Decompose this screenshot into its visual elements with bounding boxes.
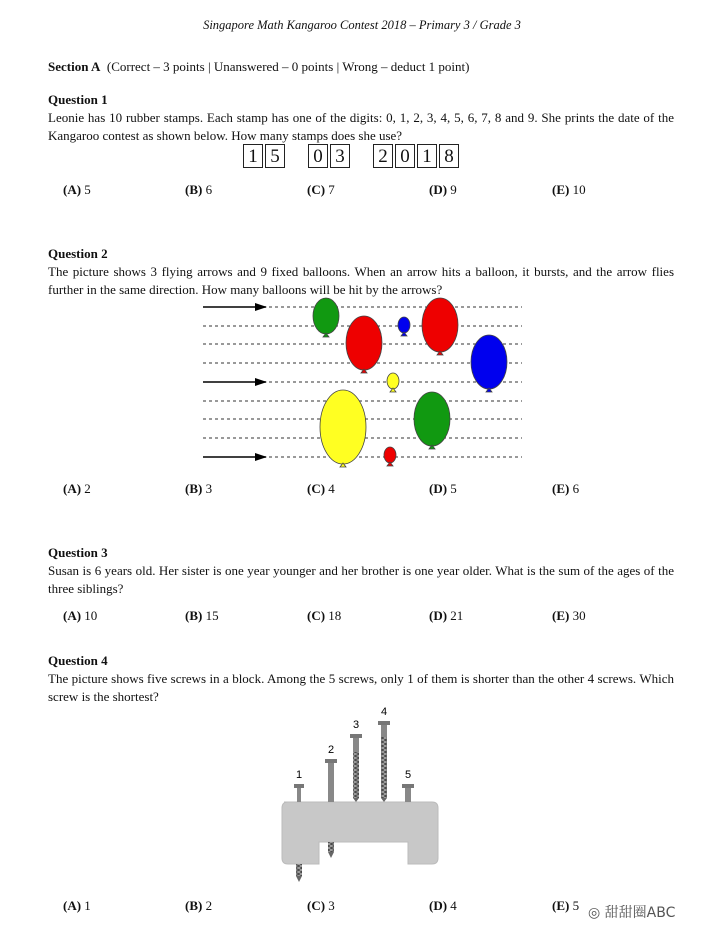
balloon-figure <box>200 296 526 472</box>
option-e[interactable]: (E) 10 <box>552 182 586 197</box>
option-a[interactable]: (A) 2 <box>63 481 91 496</box>
option-c[interactable]: (C) 4 <box>307 481 335 496</box>
question-4-text: The picture shows five screws in a block. Among the 5 screws, only 1 of them is shorter than the other 4 screws. Which screw is the shortest? <box>48 671 674 704</box>
option-c[interactable]: (C) 18 <box>307 608 342 623</box>
balloon <box>398 317 410 333</box>
screw-4 <box>378 721 390 802</box>
wechat-icon: ◎ <box>588 905 601 921</box>
question-3-text: Susan is 6 years old. Her sister is one year younger and her brother is one year older. What is the sum of the ages of the three siblings? <box>48 563 674 596</box>
page-header: Singapore Math Kangaroo Contest 2018 – Primary 3 / Grade 3 <box>203 18 521 32</box>
watermark-text: 甜甜圈ABC <box>604 905 676 921</box>
option-e[interactable]: (E) 30 <box>552 608 586 623</box>
balloon <box>471 335 507 389</box>
balloon <box>384 447 396 463</box>
question-1-options <box>63 182 683 200</box>
stamp-digit: 3 <box>330 144 350 168</box>
option-b[interactable]: (B) 6 <box>185 182 213 197</box>
option-c[interactable]: (C) 3 <box>307 898 335 913</box>
stamp-digit: 2 <box>373 144 393 168</box>
question-2-options <box>63 481 683 499</box>
screw-label: 1 <box>295 769 303 781</box>
question-2-text: The picture shows 3 flying arrows and 9 fixed balloons. When an arrow hits a balloon, it bursts, and the arrow flies further in the same direction. How many balloons will be hit by the arrows? <box>48 264 674 297</box>
question-1-title: Question 1 <box>48 92 108 107</box>
screw-label: 5 <box>404 769 412 781</box>
balloon <box>320 390 366 464</box>
stamp-digit: 5 <box>265 144 285 168</box>
section-scoring: (Correct – 3 points | Unanswered – 0 points | Wrong – deduct 1 point) <box>106 59 470 74</box>
question-3-options <box>63 608 683 626</box>
option-a[interactable]: (A) 1 <box>63 898 91 913</box>
option-e[interactable]: (E) 5 <box>552 898 580 913</box>
section-label: Section A <box>48 59 101 74</box>
option-e[interactable]: (E) 6 <box>552 481 580 496</box>
question-4-title: Question 4 <box>48 653 108 668</box>
balloon <box>346 316 382 370</box>
option-b[interactable]: (B) 15 <box>185 608 219 623</box>
option-c[interactable]: (C) 7 <box>307 182 335 197</box>
question-1-text: Leonie has 10 rubber stamps. Each stamp has one of the digits: 0, 1, 2, 3, 4, 5, 6, 7, 8 and 9. She prints the date of the Kangaroo contest as shown below. How many stamps does she use? <box>48 110 674 143</box>
stamp-digit: 1 <box>417 144 437 168</box>
option-a[interactable]: (A) 5 <box>63 182 91 197</box>
balloon <box>313 298 339 334</box>
option-b[interactable]: (B) 2 <box>185 898 213 913</box>
screw-figure <box>270 700 450 884</box>
question-2-title: Question 2 <box>48 246 108 261</box>
stamp-digit: 0 <box>308 144 328 168</box>
screw-label: 3 <box>352 719 360 731</box>
watermark <box>588 902 675 922</box>
option-d[interactable]: (D) 21 <box>429 608 464 623</box>
option-a[interactable]: (A) 10 <box>63 608 98 623</box>
balloon <box>414 392 450 446</box>
screw-label: 4 <box>380 706 388 718</box>
question-3-title: Question 3 <box>48 545 108 560</box>
screw-5 <box>402 784 414 802</box>
option-d[interactable]: (D) 5 <box>429 481 457 496</box>
screw-3 <box>350 734 362 802</box>
balloon <box>422 298 458 352</box>
balloon <box>387 373 399 389</box>
stamp-digit: 0 <box>395 144 415 168</box>
option-d[interactable]: (D) 4 <box>429 898 457 913</box>
option-d[interactable]: (D) 9 <box>429 182 457 197</box>
block <box>282 802 438 864</box>
stamp-digit: 8 <box>439 144 459 168</box>
option-b[interactable]: (B) 3 <box>185 481 213 496</box>
screw-label: 2 <box>327 744 335 756</box>
section-heading <box>48 59 469 75</box>
stamp-digit: 1 <box>243 144 263 168</box>
